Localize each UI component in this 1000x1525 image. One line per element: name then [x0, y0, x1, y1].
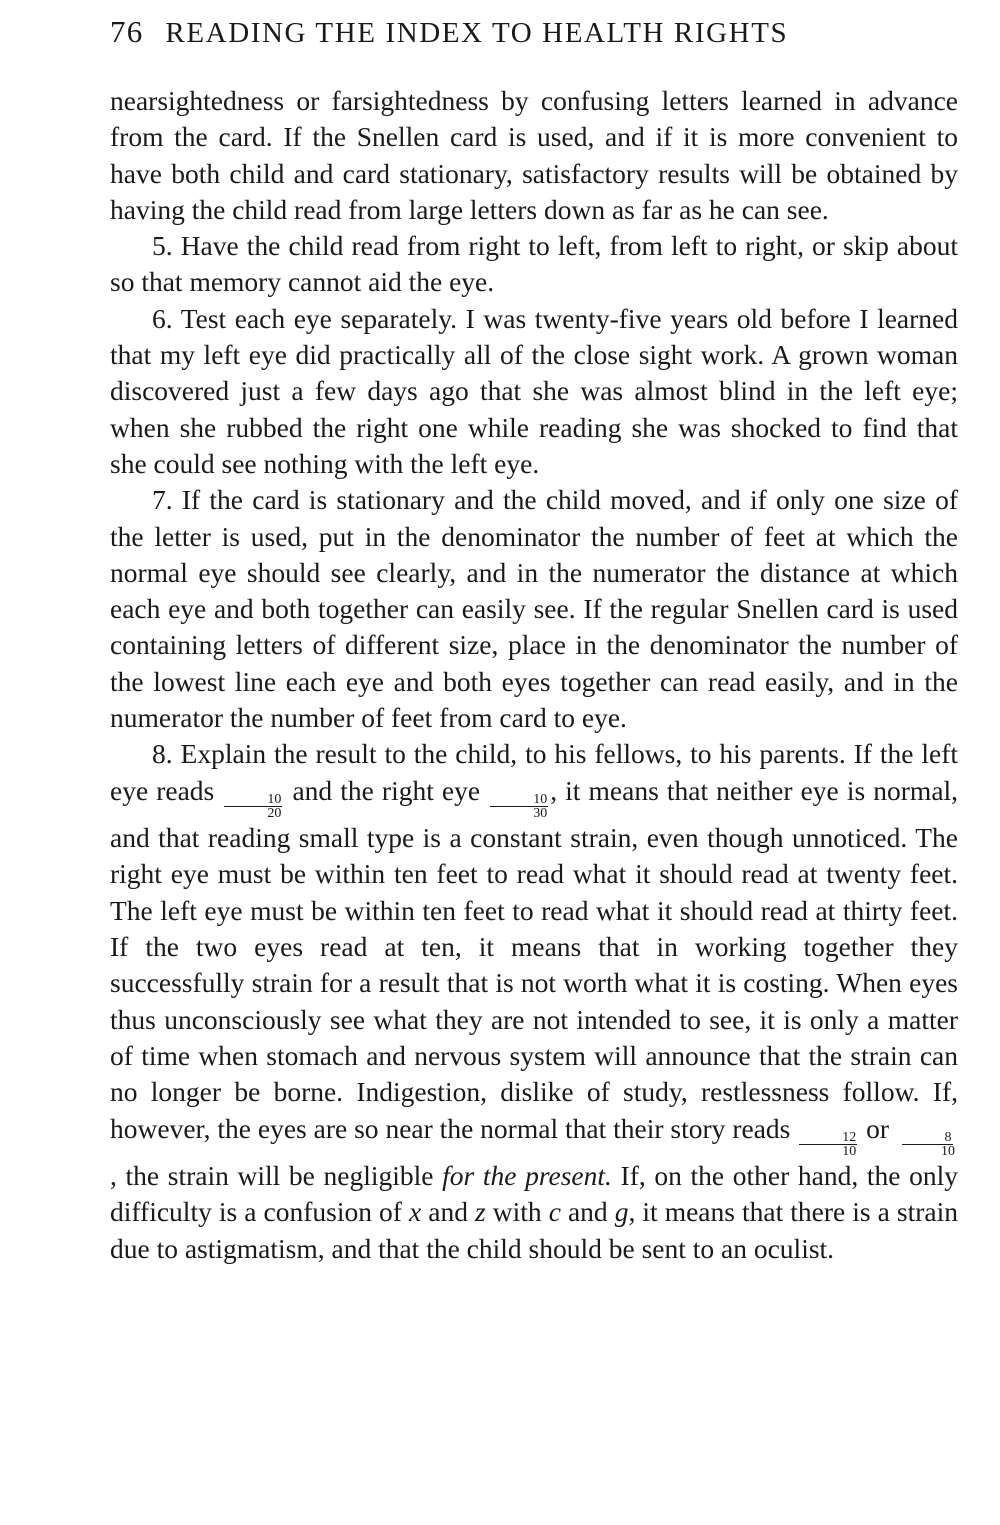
body-text: [110, 83, 958, 1267]
letter-g: g: [614, 1196, 629, 1228]
letter-c: c: [548, 1196, 561, 1228]
fraction-12-10: [799, 1131, 857, 1158]
running-head: [110, 14, 958, 54]
paragraph-item-7: 7. If the card is stationary and the child moved, and if only one size of the letter is used, put in the denominator the number of feet at which the normal eye should see clearly, and in the numerator the distance at which each eye and both together can easily see. If the regular Snellen card is used containing letters of different size, place in the denominator the number of the lowest line each eye and both eyes together can read easily, and in the numerator the number of feet from card to eye.: [110, 484, 958, 734]
fraction-numerator: 8: [902, 1131, 953, 1145]
fraction-denominator: 30: [533, 806, 548, 822]
fraction-numerator: 10: [224, 793, 282, 807]
fraction-denominator: 10: [941, 1144, 955, 1160]
paragraph-continuation: nearsightedness or farsightedness by confusing letters learned in advance from the card. If the Snellen card is used, and if it is more convenient to have both child and card stationary, satisfactory results will be obtained by having the child read from large letters down as far as he can see.: [110, 85, 958, 225]
p8-text-1: 8. Explain the result to the child, to his fellows, to his parents. If the left eye reads: [110, 738, 958, 806]
paragraph-item-8: [110, 736, 958, 1267]
fraction-10-30: [490, 793, 548, 820]
p8-text-2: and the right eye: [292, 774, 481, 806]
p8-text-5: , the strain will be negligible: [110, 1160, 434, 1192]
fraction-numerator: 10: [490, 793, 548, 807]
p8-text-7: and: [428, 1196, 468, 1228]
p8-text-10: , it means that there is a strain due to astigmatism, and that the child should be sent to an oculist.: [110, 1196, 959, 1264]
fraction-numerator: 12: [799, 1131, 857, 1145]
page-number: 76: [110, 14, 144, 49]
p8-text-8: with: [492, 1196, 542, 1228]
fraction-denominator: 10: [842, 1144, 857, 1160]
fraction-10-20: [224, 793, 282, 820]
letter-x: x: [408, 1196, 422, 1228]
fraction-denominator: 20: [267, 806, 282, 822]
fraction-8-10: [898, 1131, 956, 1158]
p8-text-4: or: [866, 1112, 890, 1144]
running-title: READING THE INDEX TO HEALTH RIGHTS: [165, 17, 789, 49]
italic-phrase: for the present.: [442, 1160, 612, 1192]
p8-text-9: and: [567, 1196, 608, 1228]
paragraph-item-6: 6. Test each eye separately. I was twenty-five years old before I learned that my left eye did practically all of the close sight work. A grown woman discovered just a few days ago that she was almost blind in the left eye; when she rubbed the right one while reading she was shocked to find that she could see nothing with the left eye.: [110, 302, 958, 479]
paragraph-item-5: 5. Have the child read from right to left, from left to right, or skip about so that memory cannot aid the eye.: [110, 230, 958, 298]
p8-text-3: , it means that neither eye is normal, and that reading small type is a constant strain, even though unnoticed. The right eye must be within ten feet to read what it should read at twenty feet. The left eye must be within ten feet to read what it should read at thirty feet. If the two eyes read at ten, it means that in working together they successfully strain for a result that is not worth what it is costing. When eyes thus unconsciously see what they are not intended to see, it is only a matter of time when stomach and nervous system will announce that the strain can no longer be borne. Indigestion, dislike of study, restlessness follow. If, however, the eyes are so near the normal that their story reads: [110, 774, 959, 1144]
letter-z: z: [475, 1196, 486, 1228]
p8-text-6: If, on the other hand, the only difficulty is a confusion of: [110, 1160, 958, 1228]
